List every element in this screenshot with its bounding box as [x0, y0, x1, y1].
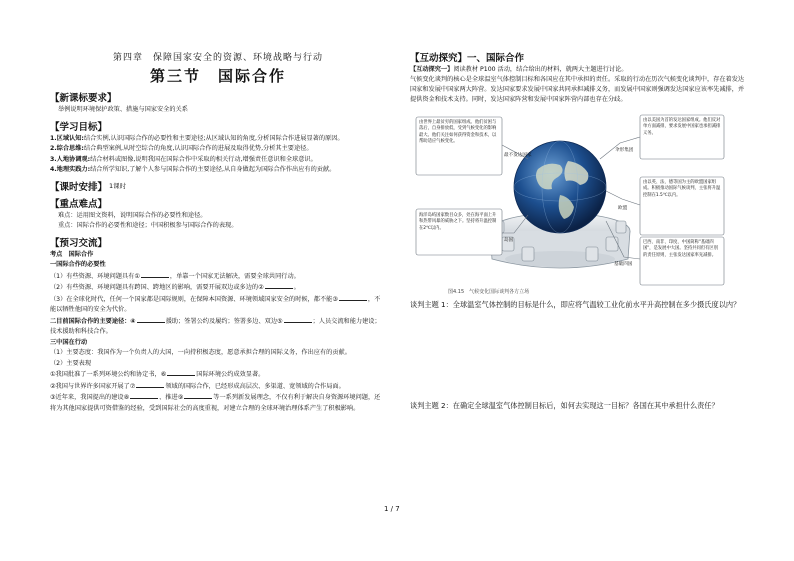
box-island-states: 海洋岛屿国家数目众多，处在海平面上升和热带风暴的威胁之下。坚持将升温控制在2℃以内。	[419, 213, 497, 231]
label-island-states: 岛国	[504, 238, 514, 243]
keypoint-text: 重点：国际合作的必要性和途径；中国积极参与国际合作的表现。	[58, 222, 238, 229]
fill-blank-7[interactable]	[136, 381, 164, 388]
fill-blank-5[interactable]	[284, 316, 312, 323]
text-line: ①我国批准了一系列环境公约和协定书，⑥ 国际环境公约成效显著。	[50, 371, 265, 378]
label-least-developed: 最不发达国家	[504, 153, 532, 158]
interactive-passage: 气候变化谈判的核心是全球温室气体控制目标和各国应在其中承担的责任。采取的行动在历次气候变化谈判中，存在着发达国家和发展中国家两大阵营。发达国家要求发展中国家共同承担减排义务，而发展中国家则强调发达国家应该率先减排，并提供资金和技术支持。同时，发达国家阵营和发展中国家阵营内部也存在分歧。	[410, 76, 745, 103]
fill-blank-3[interactable]	[339, 294, 367, 301]
box-least-developed: 由世界上最贫穷的国家组成。他们贫困与落后，自身排放低，受到气候变化的影响最大。他们关注如何获得资金和技术，以帮助适应气候变化。	[419, 120, 497, 145]
right-column	[410, 50, 750, 411]
fill-blank-8[interactable]	[130, 392, 158, 399]
text-line: （2）主要表现	[50, 359, 92, 367]
left-column	[50, 50, 386, 414]
difficulty-text: 难点：运用图文资料，说明国际合作的必要性和途径。	[58, 211, 207, 219]
box-eu: 由以英、法、德等国为主的欧盟国家组成。积极推动国际气候谈判，主张将升温控制在1.5℃以内。	[643, 180, 721, 198]
text-line: ②我国与世界许多国家开展了⑦ 领域的国际合作，已经形成高层次、多渠道、宽领域的合作局面。	[50, 382, 345, 390]
schedule-heading: 【课时安排】 1课时	[50, 181, 127, 193]
discussion-topic-1: 谈判主题 1：全球温室气体控制的目标是什么，即应将气温较工业化前水平升高控制在多少摄氏度以内？	[410, 300, 741, 309]
label-eu: 欧盟	[618, 206, 628, 211]
fill-blank-4[interactable]	[137, 316, 165, 323]
fill-blank-6[interactable]	[167, 369, 195, 376]
kaodian-label: 考点 国际合作	[50, 250, 94, 258]
fill-blank-2[interactable]	[265, 282, 293, 289]
discussion-topic-2: 谈判主题 2：在确定全球温室气体控制目标后，如何去实现这一目标？各国在其中承担什么责任？	[410, 401, 719, 410]
text-line: （3）在全球化时代，任何一个国家都是国际规则，在保障本国资源、环境领域国家安全的时候，都不能③ ，不能以牺牲他国的安全为代价。	[50, 295, 381, 313]
standards-text: 举例说明环境保护政策、措施与国家安全的关系	[58, 106, 188, 113]
section-3-heading: 三中国在行动	[50, 338, 88, 346]
text-line: 二目前国际合作的主要途径：④ 援助；签署公约及履约；签署多边、双边⑤ ；人员交流和能力建设；技术援助和科技合作。	[50, 317, 381, 335]
fill-blank-9[interactable]	[184, 392, 212, 399]
goal-item: 2.综合思维:结合典型案例,从时空综合的角度,认识国际合作的进展及取得优势,分析其主要途径。	[50, 145, 313, 152]
page-number: 1 / 7	[384, 505, 400, 513]
chapter-heading: 第四章 保障国家安全的资源、环境战略与行动	[112, 53, 323, 63]
text-line: （2）有些资源、环境问题具有跨国、跨地区的影响，需要开展双边或多边的② 。	[50, 284, 300, 291]
goal-item: 3.人地协调观:结合材料或图像,说明我国在国际合作中采取的相关行动,增强责任意识和全球意识。	[50, 155, 317, 163]
page-title: 第三节 国际合作	[149, 67, 286, 85]
text-line: ③近年来，我国提出的建设⑧ 、推进⑨ 等一系列新发展理念，不仅有利于解决自身资源环境问题，还将为其他国家提供可资借鉴的经验，受到国际社会的高度重视，对建立合理的全球环境治理体系产生了积极影响。	[50, 394, 381, 412]
keypoints-heading: 【重点难点】	[50, 198, 108, 210]
goal-item: 1.区域认知:结合实例,认识国际合作的必要性和主要途径;从区域认知的角度,分析国际合作进展显著的原因。	[50, 134, 344, 142]
goals-heading: 【学习目标】	[50, 121, 108, 133]
box-umbrella-group: 由以美国为首的发达国家组成。他们反对单方面减排，要求发展中国家也承担减排义务。	[643, 118, 721, 136]
negotiation-figure	[410, 109, 728, 287]
figure-caption: 图4.15 气候变化国际谈判各方立场	[448, 289, 530, 295]
standards-heading: 【新课标要求】	[50, 93, 117, 104]
text-line: （1）主要态度：我国作为一个负责人的大国，一向持积极态度，愿意承担合理的国际义务，作出应有的贡献。	[50, 349, 351, 356]
interactive-intro: 【互动探究一】阅读教材 P100 活动，结合给出的材料，就两大主题进行讨论。	[410, 66, 628, 73]
text-line: （1）有些资源、环境问题具有① ，单靠一个国家无法解决，需要全球共同行动。	[50, 272, 300, 280]
section-1-heading: 一国际合作的必要性	[50, 261, 106, 268]
fill-blank-1[interactable]	[141, 271, 169, 278]
goal-item: 4.地理实践力:结合所学知识,了解个人参与国际合作的主要途径,从自身做起为国际合作作出应有的贡献。	[50, 166, 336, 173]
label-umbrella-group: 伞形集团	[615, 148, 634, 153]
box-basic-four: 巴西、南非、印度、中国简称"基础四国"，是发展中大国。坚持共同但有区别的责任原则，主张发达国家率先减排。	[643, 240, 719, 258]
schedule-text: 1课时	[109, 182, 127, 190]
label-basic-four: 基础四国	[614, 262, 633, 267]
preview-heading: 【预习交流】	[50, 237, 108, 249]
interactive-heading: 【互动探究】一、国际合作	[410, 53, 525, 64]
